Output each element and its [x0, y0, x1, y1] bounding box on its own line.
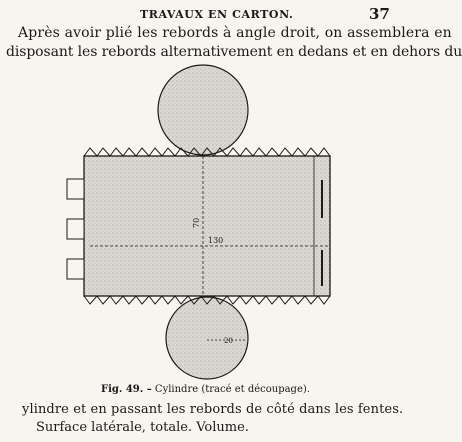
figure-number: Fig. 49. – [101, 384, 152, 395]
height-label: 70 [192, 217, 201, 228]
width-label: 130 [208, 236, 224, 245]
paragraph-line: Après avoir plié les rebords à angle droit, on assemblera en [18, 25, 452, 41]
paragraph-line: Surface latérale, totale. Volume. [36, 420, 249, 435]
paragraph-line: disposant les rebords alternativement en dedans et en dehors du [6, 44, 462, 60]
figure-caption-text: Cylindre (tracé et découpage). [154, 384, 310, 395]
lateral-surface [84, 156, 330, 296]
side-tab [67, 259, 84, 279]
top-base-circle [158, 65, 248, 155]
page-number: 37 [369, 5, 390, 23]
radius-label: 20 [224, 337, 233, 345]
bottom-base-circle [166, 297, 248, 379]
side-tab [67, 219, 84, 239]
side-tab [67, 179, 84, 199]
paragraph-line: ylindre et en passant les rebords de côté dans les fentes. [22, 402, 404, 417]
figure-caption [101, 384, 310, 395]
running-title: TRAVAUX EN CARTON. [140, 8, 294, 21]
